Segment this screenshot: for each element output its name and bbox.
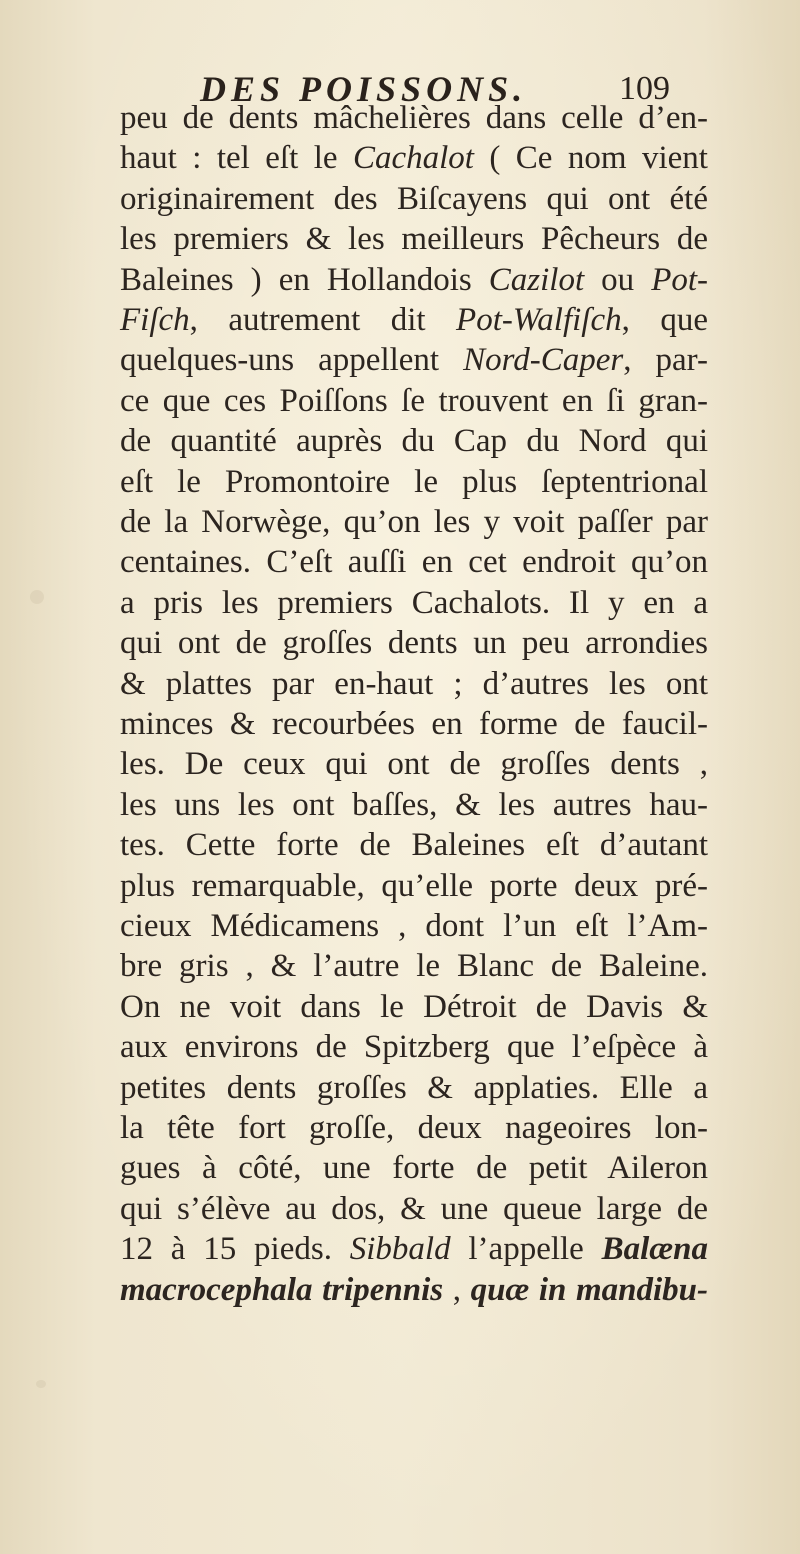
text-line [120, 1270, 708, 1310]
text-run: les uns les ont baſſes, & les autres hau- [120, 786, 708, 823]
text-run: cieux Médicamens , dont l’un eſt l’Am- [120, 908, 708, 944]
text-run: Pot- [651, 261, 709, 298]
text-run: quæ in mandibu- [470, 1271, 708, 1308]
text-line [120, 744, 708, 784]
text-run: la tête fort groſſe, deux nageoires lon- [120, 1110, 708, 1146]
text-run: Pot-Walfiſch [456, 302, 622, 338]
text-line [120, 785, 708, 825]
text-line [120, 583, 708, 623]
text-run: eſt le Promontoire le plus ſeptentrional [120, 463, 708, 500]
text-line [120, 704, 708, 744]
text-run: , autrement dit [189, 302, 457, 338]
text-run: tes. Cette forte de Baleines eſt d’autant [120, 827, 708, 864]
text-run: peu de dents mâchelières dans celle d’en- [120, 100, 708, 136]
text-line [120, 1027, 708, 1067]
text-run: Cazilot [488, 261, 585, 298]
text-run: qui s’élève au dos, & une queue large de [120, 1190, 708, 1227]
text-run: petites dents groſſes & applaties. Elle a [120, 1069, 708, 1106]
text-run: minces & recourbées en forme de faucil- [120, 706, 708, 742]
text-line [120, 1189, 708, 1229]
text-run: & plattes par en-haut ; d’autres les ont [120, 665, 708, 702]
text-run: Balæna [601, 1231, 708, 1268]
text-line [120, 946, 708, 986]
running-head: DES POISSONS. [200, 69, 528, 109]
text-run: gues à côté, une forte de petit Aileron [120, 1150, 708, 1187]
text-run: plus remarquable, qu’elle porte deux pré- [120, 867, 708, 904]
text-line [120, 381, 708, 421]
text-run: , [443, 1271, 471, 1308]
text-line [120, 421, 708, 461]
text-run: a pris les premiers Cachalots. Il y en a [120, 584, 708, 621]
text-run: l’appelle [450, 1231, 602, 1268]
text-line [120, 906, 708, 946]
text-line [120, 260, 708, 300]
text-line [120, 462, 708, 502]
text-run: ( Ce nom vient [473, 140, 708, 177]
text-line [120, 300, 708, 340]
text-run: centaines. C’eſt auſſi en cet endroit qu’on [120, 544, 708, 581]
text-line [120, 1229, 708, 1269]
text-run: aux environs de Spitzberg que l’eſpèce à [120, 1029, 708, 1066]
text-line [120, 219, 708, 259]
text-run: Fiſch [120, 302, 190, 338]
text-run: Sibbald [349, 1231, 451, 1268]
text-run: originairement des Biſcayens qui ont été [120, 180, 708, 217]
text-run: les. De ceux qui ont de groſſes dents , [120, 746, 708, 783]
text-line [120, 138, 708, 178]
text-line [120, 1148, 708, 1188]
text-run: de quantité auprès du Cap du Nord qui [120, 423, 708, 460]
text-run: qui ont de groſſes dents un peu arrondies [120, 625, 708, 662]
page-number: 109 [619, 70, 670, 107]
text-run: ou [584, 261, 652, 298]
text-line [120, 623, 708, 663]
paper-stain [30, 590, 44, 604]
text-run: Cachalot [352, 140, 474, 177]
text-line [120, 502, 708, 542]
text-run: On ne voit dans le Détroit de Davis & [120, 988, 708, 1025]
text-run: de la Norwège, qu’on les y voit paſſer par [120, 504, 708, 540]
text-line [120, 340, 708, 380]
text-line [120, 98, 708, 138]
text-run: Nord-Caper [463, 342, 624, 379]
text-line [120, 1108, 708, 1148]
text-line [120, 664, 708, 704]
text-run: ce que ces Poiſſons ſe trouvent en ſi gran- [120, 382, 708, 419]
text-line [120, 825, 708, 865]
text-run: bre gris , & l’autre le Blanc de Baleine. [120, 948, 708, 985]
text-run: quelques-uns appellent [120, 342, 464, 379]
text-run: macrocephala tripennis [120, 1271, 444, 1308]
text-run: Baleines ) en Hollandois [120, 261, 489, 298]
text-line [120, 987, 708, 1027]
text-run: , par- [623, 342, 708, 379]
text-line [120, 179, 708, 219]
text-run: 12 à 15 pieds. [120, 1231, 350, 1268]
text-line [120, 542, 708, 582]
text-run: haut : tel eſt le [120, 140, 353, 177]
text-line [120, 866, 708, 906]
paper-stain [36, 1380, 46, 1388]
text-run: les premiers & les meilleurs Pêcheurs de [120, 221, 708, 258]
text-run: , que [621, 302, 708, 338]
text-line [120, 1068, 708, 1108]
